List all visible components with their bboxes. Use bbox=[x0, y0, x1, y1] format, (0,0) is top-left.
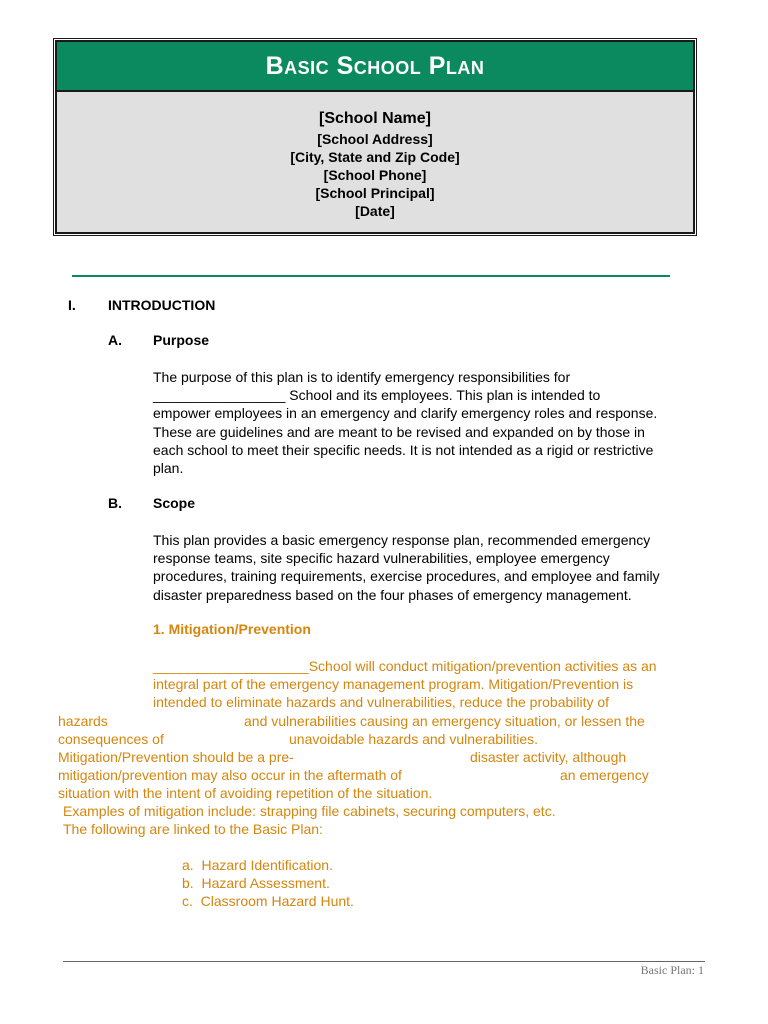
mitigation-heading: 1. Mitigation/Prevention bbox=[153, 621, 311, 637]
list-item bbox=[182, 874, 330, 892]
section-i-title: INTRODUCTION bbox=[108, 297, 216, 313]
purpose-line: plan. bbox=[153, 460, 184, 477]
purpose-line: empower employees in an emergency and clarify emergency roles and response. bbox=[153, 405, 658, 422]
mitigation-line-6a: Mitigation/Prevention should be a pre- bbox=[58, 749, 294, 765]
city-state-zip: [City, State and Zip Code] bbox=[290, 149, 460, 165]
list-text: Hazard Identification. bbox=[201, 857, 333, 873]
section-b-title: Scope bbox=[153, 495, 196, 511]
list-item bbox=[182, 856, 333, 874]
mitigation-line-6b: disaster activity, although bbox=[470, 749, 627, 765]
scope-line: disaster preparedness based on the four phases of emergency management. bbox=[153, 586, 632, 603]
mitigation-line-7b: an emergency bbox=[560, 767, 649, 783]
purpose-line: The purpose of this plan is to identify emergency responsibilities for bbox=[153, 369, 571, 385]
mitigation-line-5b: unavoidable hazards and vulnerabilities. bbox=[289, 731, 539, 747]
mitigation-line-10: The following are linked to the Basic Plan: bbox=[63, 821, 323, 837]
green-divider bbox=[72, 275, 670, 277]
date: [Date] bbox=[355, 203, 395, 219]
purpose-line: _________________ School and its employees. This plan is intended to bbox=[153, 387, 601, 404]
list-text: Classroom Hazard Hunt. bbox=[200, 893, 354, 909]
purpose-line: These are guidelines and are meant to be revised and expanded on by those in bbox=[153, 423, 645, 440]
mitigation-line-4b: and vulnerabilities causing an emergency situation, or lessen the bbox=[244, 713, 645, 729]
school-phone: [School Phone] bbox=[323, 167, 427, 183]
mitigation-line-3: intended to eliminate hazards and vulnerabilities, reduce the probability of bbox=[153, 694, 610, 710]
section-i-number: I. bbox=[68, 297, 76, 313]
list-text: Hazard Assessment. bbox=[201, 875, 330, 891]
scope-line: response teams, site specific hazard vulnerabilities, employee emergency bbox=[153, 550, 610, 567]
list-marker: c. bbox=[182, 893, 193, 909]
purpose-line: each school to meet their specific needs. It is not intended as a rigid or restrictive bbox=[153, 441, 654, 458]
footer-divider bbox=[63, 961, 705, 962]
title-box bbox=[55, 40, 695, 234]
scope-paragraph bbox=[153, 531, 713, 604]
purpose-paragraph bbox=[153, 368, 713, 477]
mitigation-line-1: ____________________School will conduct mitigation/prevention activities as an bbox=[153, 658, 657, 674]
mitigation-line-2: integral part of the emergency management program. Mitigation/Prevention is bbox=[153, 676, 634, 692]
school-address: [School Address] bbox=[317, 131, 433, 147]
page-footer: Basic Plan: 1 bbox=[640, 963, 704, 977]
mitigation-line-8: situation with the intent of avoiding repetition of the situation. bbox=[58, 785, 433, 801]
mitigation-line-7a: mitigation/prevention may also occur in the aftermath of bbox=[58, 767, 402, 783]
document-title: Basic School Plan bbox=[57, 42, 693, 92]
section-b-number: B. bbox=[108, 495, 122, 511]
school-info bbox=[57, 92, 693, 220]
mitigation-line-4a: hazards bbox=[58, 713, 108, 729]
school-name: [School Name] bbox=[318, 110, 431, 127]
section-a-number: A. bbox=[108, 332, 122, 348]
mitigation-line-5a: consequences of bbox=[58, 731, 164, 747]
scope-line: This plan provides a basic emergency response plan, recommended emergency bbox=[153, 532, 651, 548]
list-item bbox=[182, 892, 354, 910]
list-marker: b. bbox=[182, 875, 194, 891]
school-principal: [School Principal] bbox=[315, 185, 435, 201]
mitigation-line-9: Examples of mitigation include: strapping file cabinets, securing computers, etc. bbox=[63, 803, 556, 819]
section-a-title: Purpose bbox=[153, 332, 210, 348]
scope-line: procedures, training requirements, exercise procedures, and employee and family bbox=[153, 568, 660, 585]
list-marker: a. bbox=[182, 857, 194, 873]
